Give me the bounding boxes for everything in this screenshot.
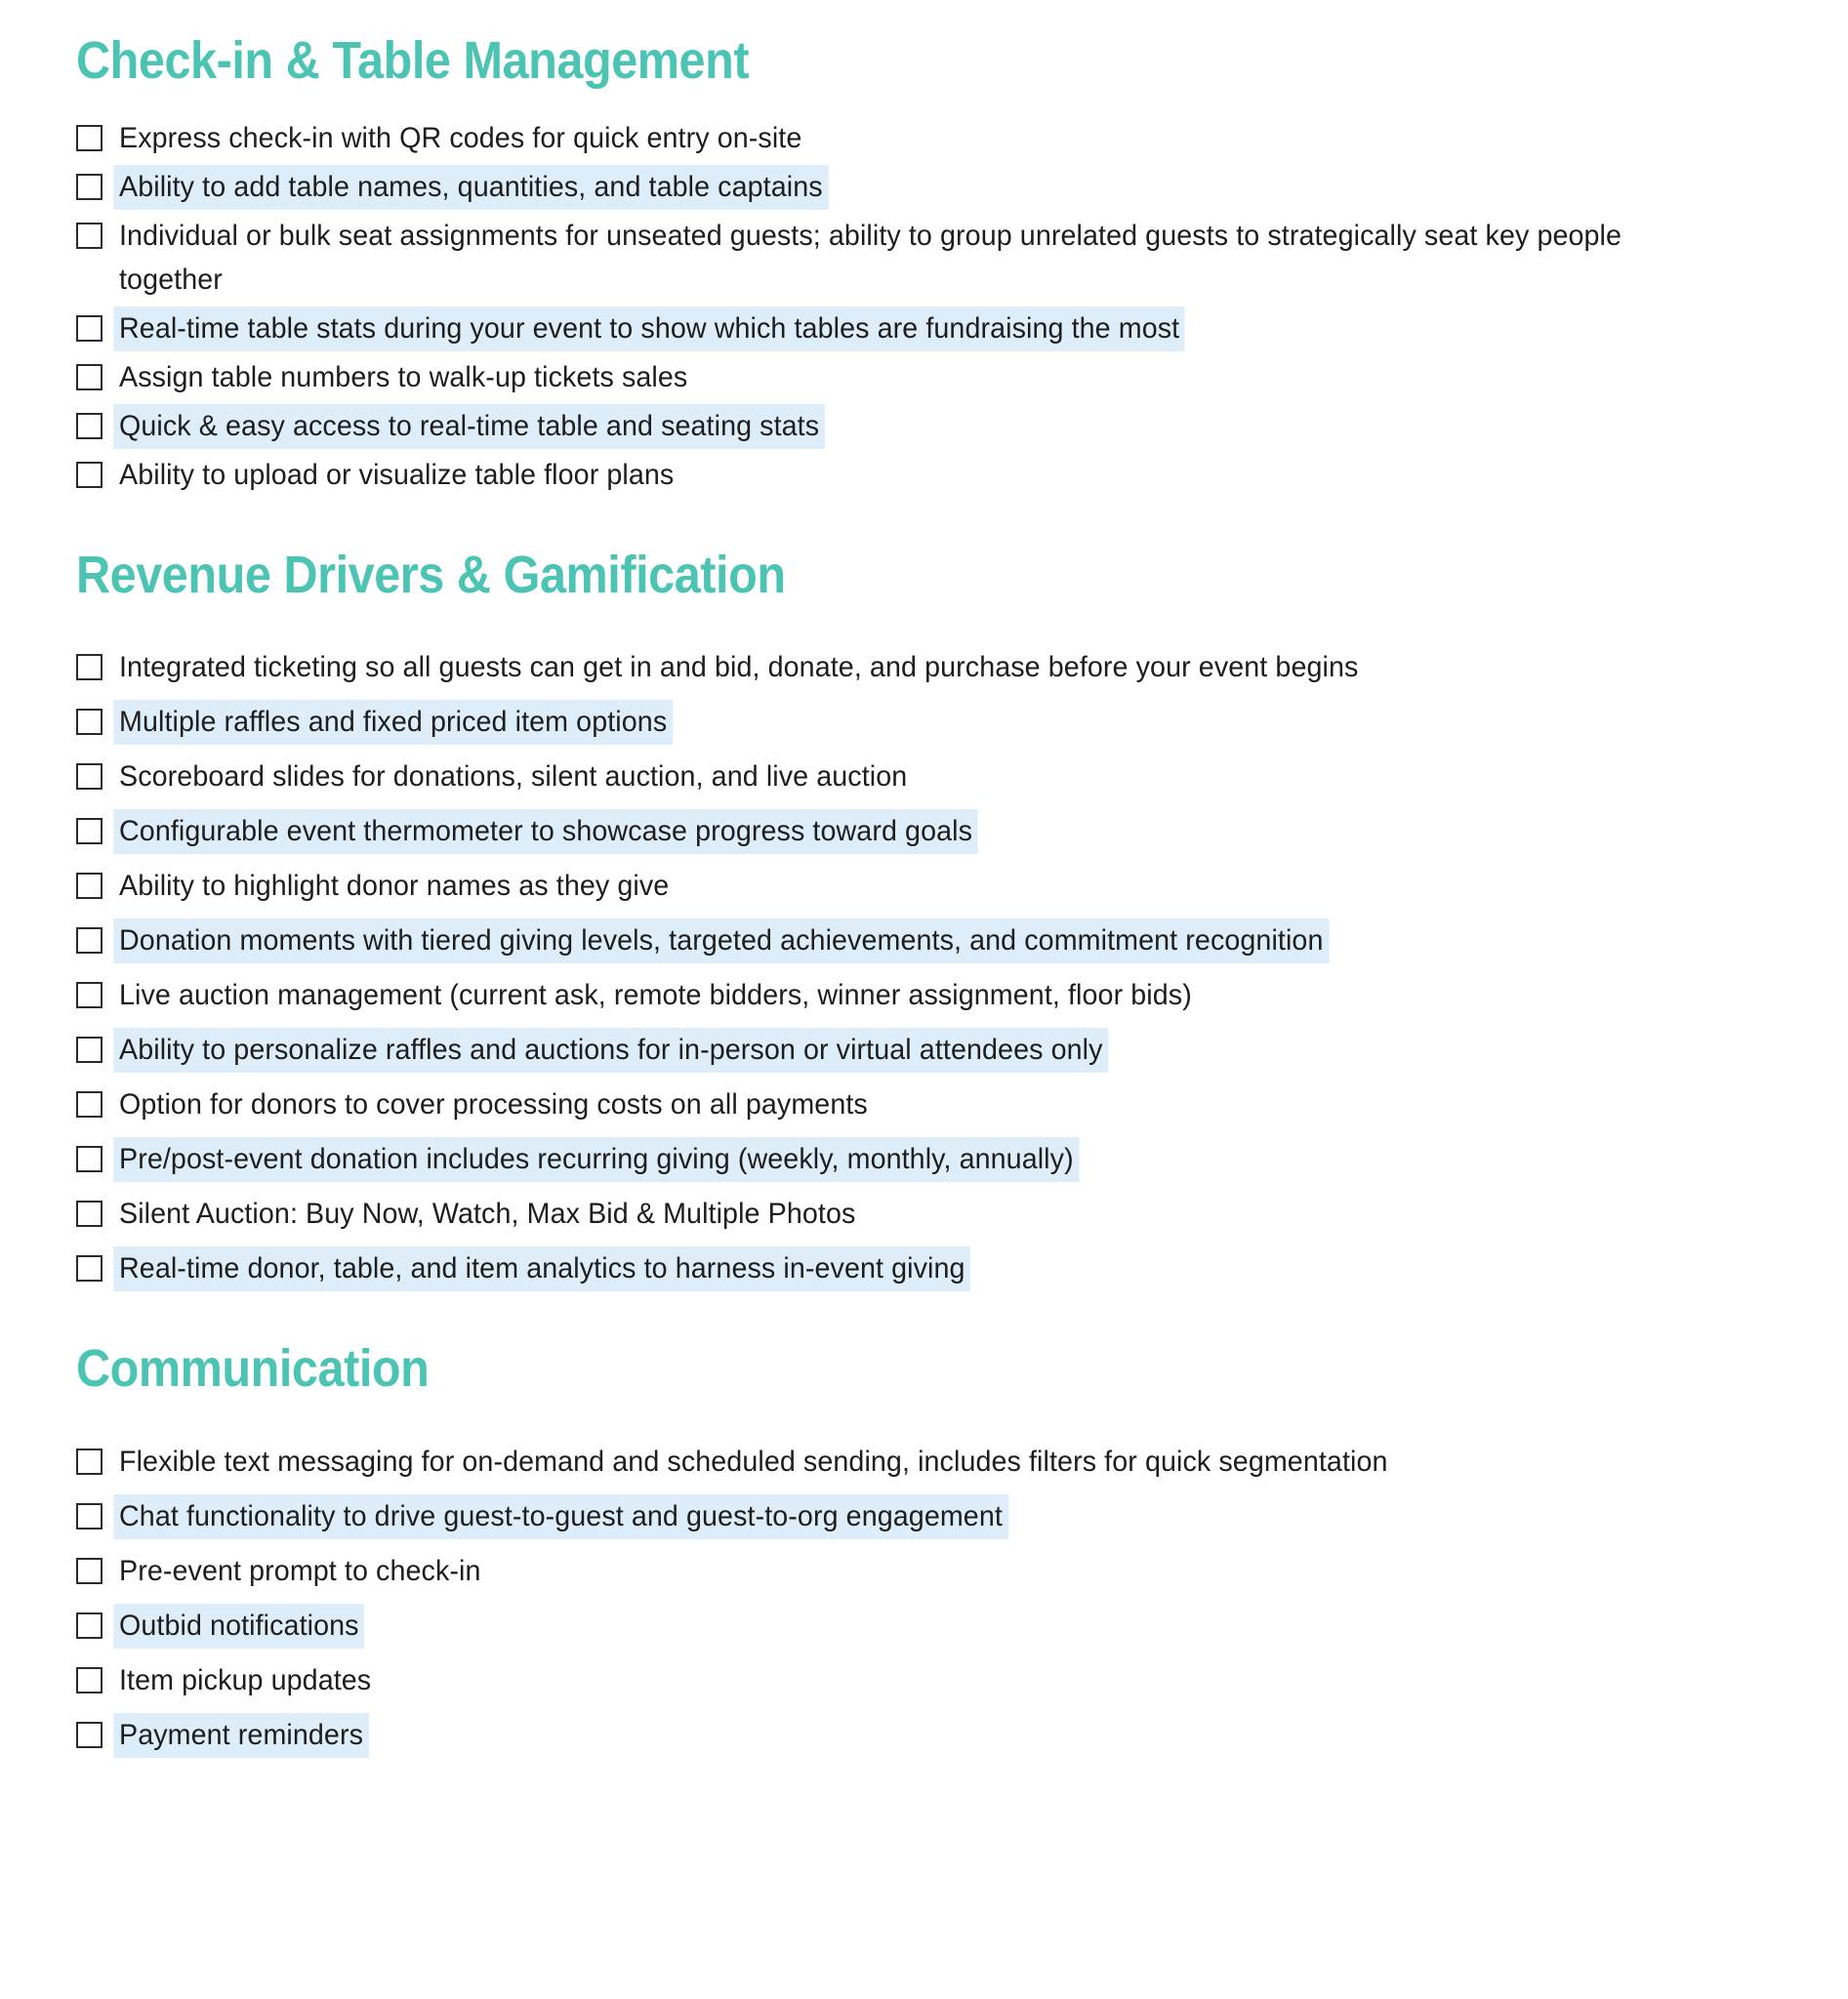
checkbox-icon[interactable] <box>76 1146 103 1172</box>
checkbox-icon[interactable] <box>76 873 103 899</box>
list-item-label: Scoreboard slides for donations, silent auction, and live auction <box>119 760 908 794</box>
list-item[interactable] <box>76 918 1789 962</box>
checkbox-icon[interactable] <box>76 1201 103 1227</box>
list-item-label: Pre/post-event donation includes recurring giving (weekly, monthly, annually) <box>119 1137 1695 1181</box>
list-item-label: Ability to personalize raffles and auctions for in-person or virtual attendees only <box>119 1028 1695 1072</box>
list-item[interactable] <box>76 404 1789 448</box>
section-revenue-drivers-gamification <box>76 545 1789 1291</box>
list-item[interactable] <box>76 809 1789 853</box>
list-item-label: Pre-event prompt to check-in <box>119 1555 481 1588</box>
checkbox-icon[interactable] <box>76 1612 103 1639</box>
list-item[interactable] <box>76 1082 1789 1126</box>
list-item[interactable] <box>76 645 1789 689</box>
list-item[interactable] <box>76 355 1789 399</box>
checkbox-icon[interactable] <box>76 763 103 790</box>
list-item[interactable] <box>76 864 1789 908</box>
list-item[interactable] <box>76 1246 1789 1290</box>
list-item[interactable] <box>76 1549 1789 1593</box>
checkbox-icon[interactable] <box>76 654 103 680</box>
section-check-in-table-management <box>76 33 1789 497</box>
list-item[interactable] <box>76 306 1789 350</box>
list-item-label: Ability to highlight donor names as they give <box>119 870 670 903</box>
list-item-label: Ability to upload or visualize table floor plans <box>119 458 675 491</box>
list-item[interactable] <box>76 116 1789 160</box>
checklist-communication <box>76 1440 1789 1757</box>
list-item[interactable] <box>76 1137 1789 1181</box>
list-item[interactable] <box>76 1494 1789 1538</box>
checkbox-icon[interactable] <box>76 364 103 390</box>
list-item-label: Silent Auction: Buy Now, Watch, Max Bid & Multiple Photos <box>119 1198 856 1231</box>
checkbox-icon[interactable] <box>76 413 103 439</box>
list-item-label: Multiple raffles and fixed priced item options <box>119 700 1695 744</box>
list-item[interactable] <box>76 1028 1789 1072</box>
list-item[interactable] <box>76 755 1789 798</box>
list-item-label: Assign table numbers to walk-up tickets sales <box>119 360 688 393</box>
list-item-label: Donation moments with tiered giving levels, targeted achievements, and commitment recognition <box>119 918 1695 962</box>
list-item-label: Configurable event thermometer to showcase progress toward goals <box>119 809 1695 853</box>
list-item-label: Integrated ticketing so all guests can get in and bid, donate, and purchase before your event begins <box>119 651 1359 684</box>
checkbox-icon[interactable] <box>76 1255 103 1282</box>
list-item[interactable] <box>76 1658 1789 1702</box>
list-item-label: Chat functionality to drive guest-to-guest and guest-to-org engagement <box>119 1494 1695 1538</box>
checkbox-icon[interactable] <box>76 818 103 844</box>
checkbox-icon[interactable] <box>76 174 103 200</box>
checkbox-icon[interactable] <box>76 1091 103 1118</box>
list-item-label: Option for donors to cover processing costs on all payments <box>119 1088 868 1122</box>
checkbox-icon[interactable] <box>76 223 103 249</box>
list-item[interactable] <box>76 1604 1789 1648</box>
checkbox-icon[interactable] <box>76 1448 103 1475</box>
checklist-revenue-drivers-gamification <box>76 645 1789 1290</box>
checkbox-icon[interactable] <box>76 982 103 1008</box>
checkbox-icon[interactable] <box>76 709 103 735</box>
checkbox-icon[interactable] <box>76 1503 103 1530</box>
checkbox-icon[interactable] <box>76 1037 103 1063</box>
list-item-label: Outbid notifications <box>119 1604 1695 1648</box>
list-item[interactable] <box>76 165 1789 209</box>
checkbox-icon[interactable] <box>76 315 103 342</box>
list-item[interactable] <box>76 1192 1789 1236</box>
list-item-label: Express check-in with QR codes for quick entry on-site <box>119 121 802 154</box>
section-heading: Check-in & Table Management <box>76 31 750 90</box>
list-item-label: Item pickup updates <box>119 1664 372 1697</box>
list-item[interactable] <box>76 214 1789 302</box>
checkbox-icon[interactable] <box>76 1722 103 1748</box>
list-item-label: Quick & easy access to real-time table and seating stats <box>119 404 1695 448</box>
list-item-label: Payment reminders <box>119 1713 1695 1757</box>
list-item-label: Live auction management (current ask, remote bidders, winner assignment, floor bids) <box>119 979 1192 1012</box>
list-item-label: Ability to add table names, quantities, and table captains <box>119 165 1695 209</box>
list-item[interactable] <box>76 973 1789 1017</box>
list-item-label: Real-time table stats during your event to show which tables are fundraising the most <box>119 306 1695 350</box>
checkbox-icon[interactable] <box>76 462 103 488</box>
list-item[interactable] <box>76 700 1789 744</box>
checkbox-icon[interactable] <box>76 1667 103 1693</box>
checkbox-icon[interactable] <box>76 927 103 954</box>
list-item[interactable] <box>76 1440 1789 1484</box>
list-item-label: Individual or bulk seat assignments for unseated guests; ability to group unrelated guests to strategically seat key people together <box>119 219 1622 296</box>
list-item[interactable] <box>76 1713 1789 1757</box>
section-communication <box>76 1341 1789 1757</box>
checkbox-icon[interactable] <box>76 125 103 151</box>
checklist-check-in-table-management <box>76 116 1789 497</box>
list-item-label: Flexible text messaging for on-demand and scheduled sending, includes filters for quick segmentation <box>119 1446 1388 1479</box>
list-item-label: Real-time donor, table, and item analytics to harness in-event giving <box>119 1246 1695 1290</box>
checkbox-icon[interactable] <box>76 1558 103 1584</box>
list-item[interactable] <box>76 453 1789 497</box>
section-heading: Revenue Drivers & Gamification <box>76 545 786 604</box>
section-heading: Communication <box>76 1339 430 1399</box>
